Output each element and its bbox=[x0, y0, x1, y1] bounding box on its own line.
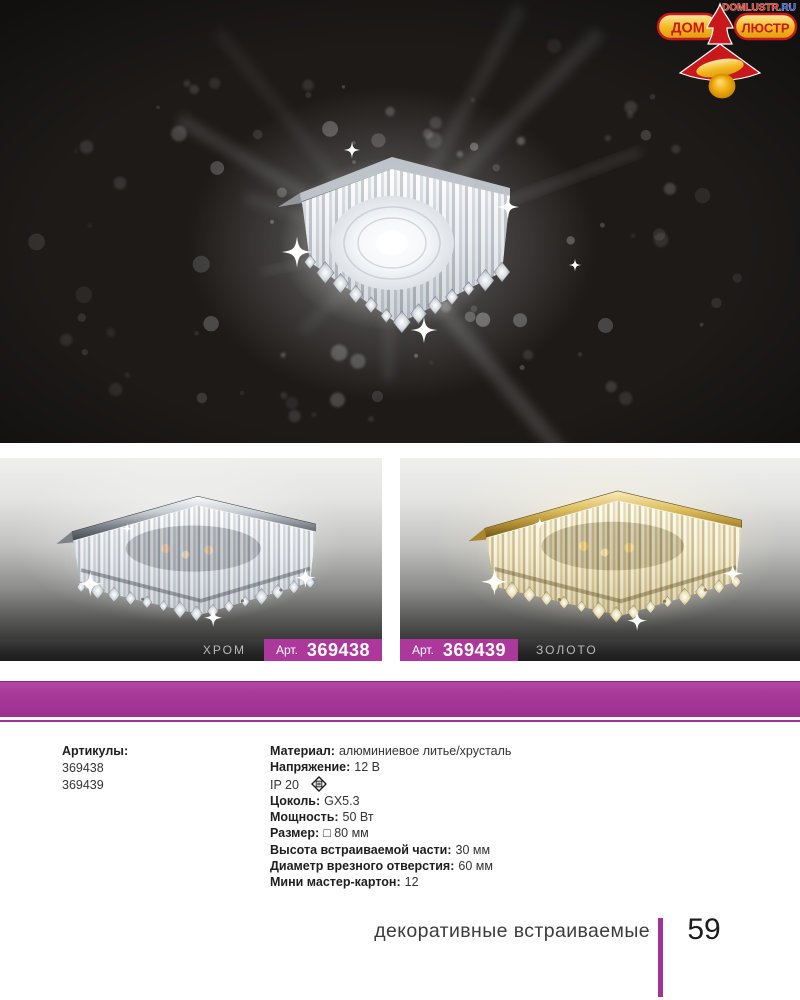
spec-row-cutout-diameter: Диаметр врезного отверстия: 60 мм bbox=[270, 859, 493, 874]
logo-word-left: ДОМ bbox=[671, 20, 705, 37]
spec-row-material: Материал: алюминиевое литье/хрусталь bbox=[270, 744, 512, 758]
page-number: 59 bbox=[687, 913, 721, 946]
spec-row-socket: Цоколь: GX5.3 bbox=[270, 793, 360, 808]
article-number-item: 369438 bbox=[62, 761, 104, 775]
spec-row-size: Размер: □ 80 мм bbox=[270, 826, 369, 841]
product-card-gold bbox=[400, 458, 800, 661]
finish-label: ЗОЛОТО bbox=[536, 643, 598, 657]
finish-label: ХРОМ bbox=[202, 643, 246, 657]
spec-row-recess-height: Высота встраиваемой части: 30 мм bbox=[270, 842, 491, 857]
article-badge bbox=[264, 639, 382, 661]
product-label-bar bbox=[0, 639, 382, 661]
spec-row-ip-rating: IP 20 bbox=[270, 776, 511, 793]
article-prefix: Арт. bbox=[276, 643, 298, 657]
spec-row-power: Мощность: 50 Вт bbox=[270, 810, 374, 825]
spec-list bbox=[270, 743, 511, 891]
article-badge bbox=[400, 639, 518, 661]
protection-class-diamond-icon bbox=[311, 776, 327, 792]
article-number-item: 369439 bbox=[62, 778, 104, 792]
article-number: 369438 bbox=[306, 639, 370, 660]
articles-heading: Артикулы: bbox=[62, 744, 129, 758]
spec-row-master-carton: Мини мастер-картон: 12 bbox=[270, 875, 419, 890]
recessed-light-chrome-illustration bbox=[50, 484, 335, 630]
product-label-bar bbox=[400, 639, 800, 661]
product-photo-chrome bbox=[0, 458, 382, 639]
lamp-bulb-icon bbox=[709, 74, 735, 98]
category-title: декоративные встраиваемые bbox=[374, 920, 650, 942]
logo-word-right: ЛЮСТР bbox=[741, 20, 790, 36]
article-number: 369439 bbox=[442, 639, 506, 660]
page-number-divider bbox=[658, 918, 663, 997]
article-prefix: Арт. bbox=[412, 643, 434, 657]
site-url: DOMLUSTR.RU bbox=[722, 2, 796, 14]
recessed-light-gold-illustration bbox=[462, 478, 762, 632]
dom-lustr-logo-icon bbox=[656, 1, 798, 105]
articles-column bbox=[62, 743, 128, 794]
section-divider-band bbox=[0, 681, 800, 717]
product-photo-gold bbox=[400, 458, 800, 639]
product-card-chrome bbox=[0, 458, 382, 661]
brand-logo[interactable] bbox=[656, 1, 798, 105]
spec-row-voltage: Напряжение: 12 В bbox=[270, 760, 381, 775]
section-divider-underline bbox=[0, 720, 800, 722]
